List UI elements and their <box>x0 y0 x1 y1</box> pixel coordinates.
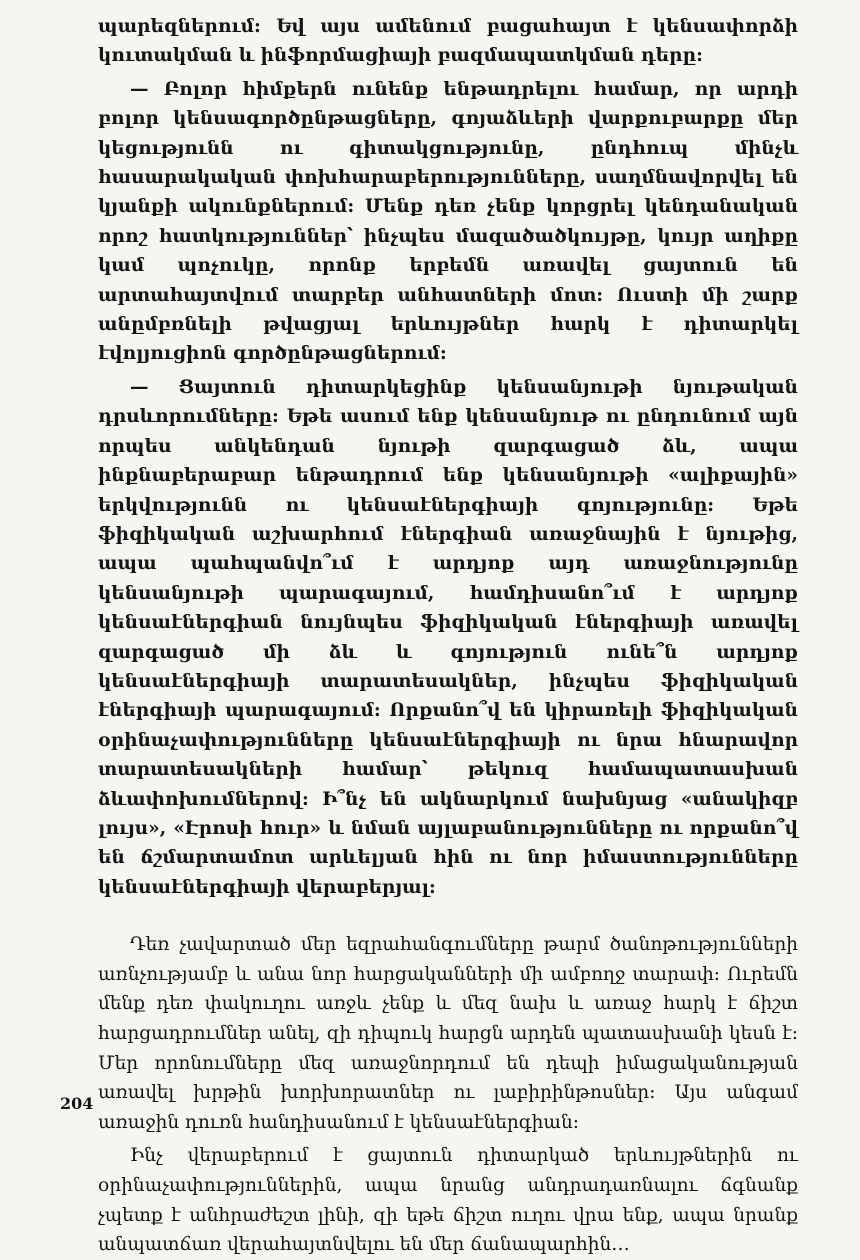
regular-text-block <box>98 930 798 1260</box>
bold-text-block <box>98 12 798 902</box>
paragraph: Ինչ վերաբերում է ցայտուն դիտարկած երևույթներին ու օրինաչափություններին, ապա նրանց անդրադառնալու ճգնանք չպետք է անհրաժեշտ լինի, զի եթե ճիշտ ուղու վրա ենք, ապա նրանք անպատճառ վերահայտնվելու են մեր ճանապարհին… <box>98 1145 798 1256</box>
paragraph: — Բոլոր հիմքերն ունենք ենթադրելու համար, որ արդի բոլոր կենսագործընթացները, գոյաձևերի վարքուբարքը մեր կեցությունն ու գիտակցությունը, ընդհուպ մինչև հասարակական փոխհարաբերությունները, սաղմնավորվել են կյանքի ակունքներում: Մենք դեռ չենք կորցրել կենդանական որոշ հատկություններ՝ ինչպես մազածածկույթը, կույր աղիքը կամ պոչուկը, որոնք երբեմն առավել ցայտուն են արտահայտվում տարբեր անհատների մոտ: Ուստի մի շարք անըմբռնելի թվացյալ երևույթներ հարկ է դիտարկել էվոլյուցիոն գործընթացներում: <box>98 78 798 365</box>
page-number: 204 <box>60 1094 94 1113</box>
paragraph: — Ցայտուն դիտարկեցինք կենսանյութի նյութական դրսևորումները: Եթե ասում ենք կենսանյութ ու ընդունում այն որպես անկենդան նյութի զարգացած ձև, ապա ինքնաբերաբար ենթադրում ենք կենսանյութի «ալիքային» երկվությունն ու կենսաէներգիայի գոյությունը: Եթե ֆիզիկական աշխարհում էներգիան առաջնային է նյութից, ապա պահպանվո՞ւմ է արդյոք այդ առաջնությունը կենսանյութի պարագայում, համդիսանո՞ւմ է արդյոք կենսաէներգիան նույնպես ֆիզիկական էներգիայի առավել զարգացած մի ձև և գոյություն ունե՞ն արդյոք կենսաէներգիայի տարատեսակներ, ինչպես ֆիզիկական էներգիայի պարագայում: Որքանո՞վ են կիրառելի ֆիզիկական օրինաչափությունները կենսաէներգիայի ու նրա հնարավոր տարատեսակների համար՝ թեկուզ համապատասխան ձևափոխումներով: Ի՞նչ են ակնարկում նախնյաց «անակիզբ լույս», «Էրոսի հուր» և նման այլաբանությունները ու որքանո՞վ են ճշմարտամոտ արևելյան հին ու նոր իմաստությունները կենսաէներգիայի վերաբերյալ: <box>98 376 798 898</box>
paragraph: Դեռ չավարտած մեր եզրահանգումները թարմ ծանոթությունների առնչությամբ և անա նոր հարցականների մի ամբողջ տարափ: Ուրեմն մենք դեռ փակուղու առջև չենք և մեզ նախ և առաջ հարկ է ճիշտ հարցադրումներ անել, զի դիպուկ հարցն արդեն պատասխանի կեսն է: Մեր որոնումները մեզ առաջնորդում են դեպի իմացականության առավել խրթին խորխորատներ ու լաբիրինթոսներ: Այս անգամ առաջին դուռն հանդիսանում է կենսաէներգիան: <box>98 934 798 1133</box>
paragraph: պարեզներում: Եվ այս ամենում բացահայտ է կենսափորձի կուտակման և ինֆորմացիայի բազմապատկման դերը: <box>98 16 798 67</box>
page-text <box>98 12 798 1260</box>
